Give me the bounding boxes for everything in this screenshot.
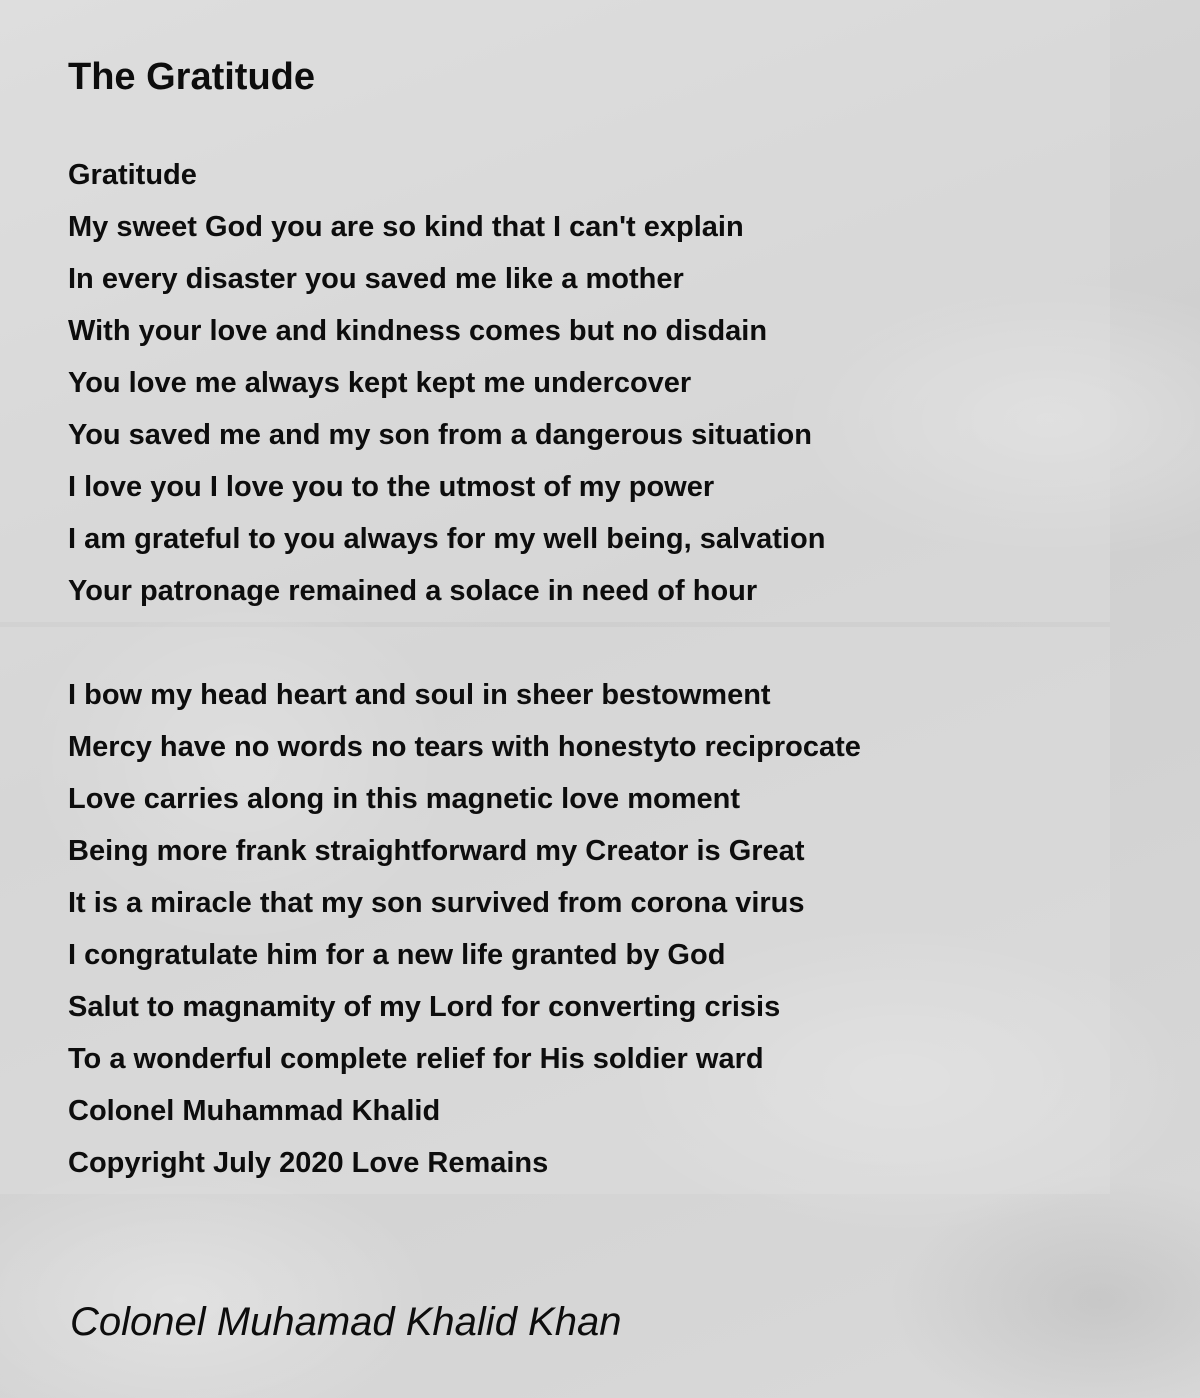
poem-line: I congratulate him for a new life granted by God xyxy=(68,939,726,971)
poem-line: Mercy have no words no tears with honestyto reciprocate xyxy=(68,731,861,763)
poem-line: Salut to magnamity of my Lord for converting crisis xyxy=(68,991,781,1023)
poem-line: Your patronage remained a solace in need of hour xyxy=(68,575,758,607)
poem-line: I bow my head heart and soul in sheer bestowment xyxy=(68,679,771,711)
poem-line: It is a miracle that my son survived from corona virus xyxy=(68,887,805,919)
poem-line: Copyright July 2020 Love Remains xyxy=(68,1147,549,1179)
poem-stanza-1 xyxy=(68,149,825,617)
poem-line: I am grateful to you always for my well being, salvation xyxy=(68,523,826,555)
poem-author: Colonel Muhamad Khalid Khan xyxy=(70,1300,622,1344)
poem-title: The Gratitude xyxy=(68,56,316,98)
poem-line: You love me always kept kept me undercover xyxy=(68,367,692,399)
poem-line: Gratitude xyxy=(68,159,197,191)
poem-line: Love carries along in this magnetic love moment xyxy=(68,783,741,815)
poem-line: To a wonderful complete relief for His soldier ward xyxy=(68,1043,764,1075)
poem-line: My sweet God you are so kind that I can't explain xyxy=(68,211,744,243)
poem-line: Being more frank straightforward my Creator is Great xyxy=(68,835,805,867)
poem-line: In every disaster you saved me like a mother xyxy=(68,263,684,295)
poem-stanza-2 xyxy=(68,669,861,1189)
poem-line: I love you I love you to the utmost of my power xyxy=(68,471,715,503)
poem-line: Colonel Muhammad Khalid xyxy=(68,1095,441,1127)
poem-line: With your love and kindness comes but no disdain xyxy=(68,315,768,347)
poem-line: You saved me and my son from a dangerous situation xyxy=(68,419,812,451)
